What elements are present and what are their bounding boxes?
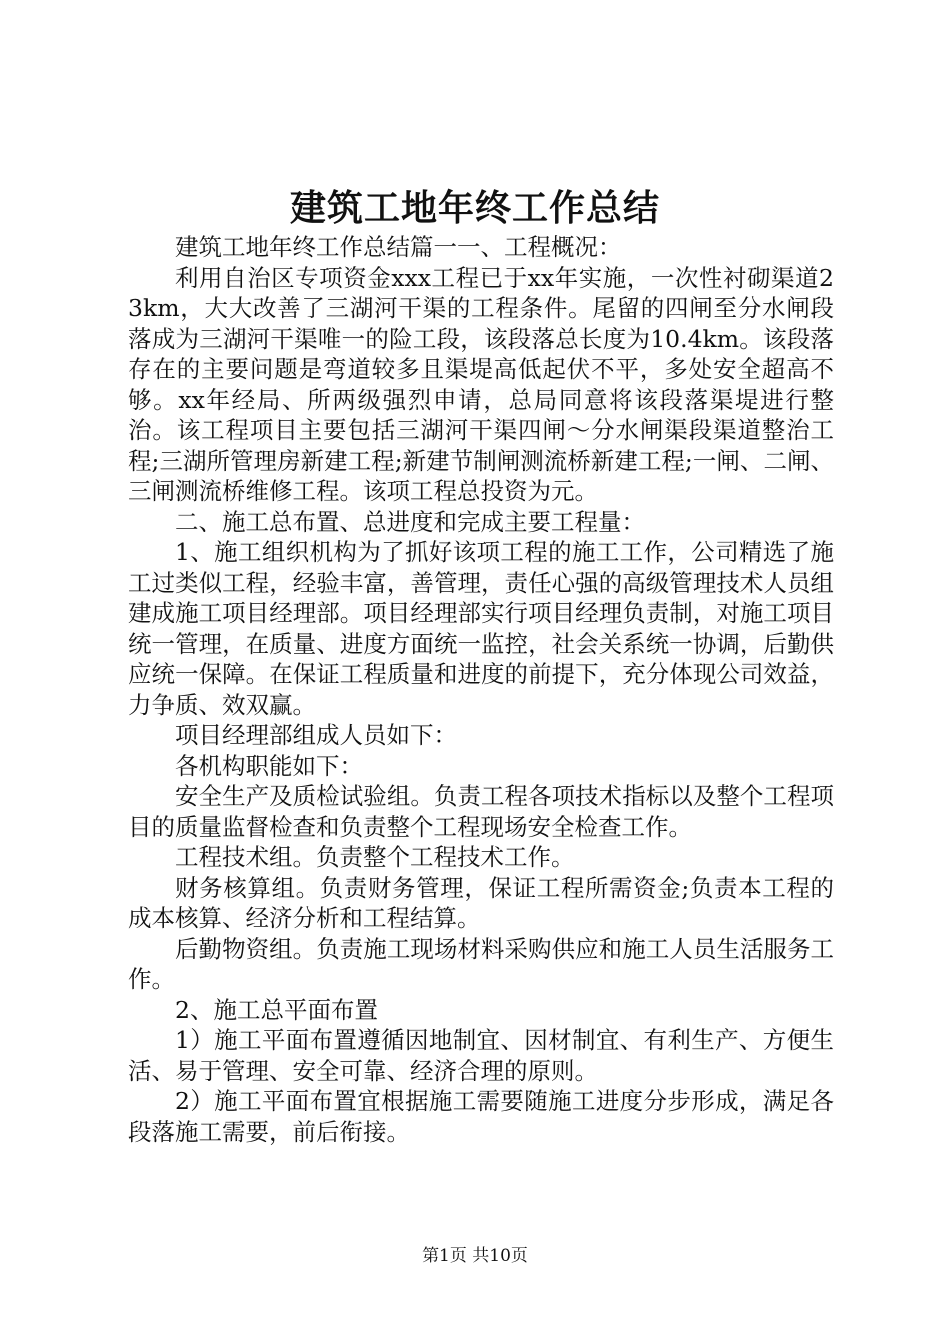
paragraph-safety-group: 安全生产及质检试验组。负责工程各项技术指标以及整个工程项目的质量监督检查和负责整个工程现场安全检查工作。	[128, 782, 834, 841]
paragraph-logistics-group: 后勤物资组。负责施工现场材料采购供应和施工人员生活服务工作。	[128, 934, 834, 993]
paragraph-layout-heading: 2、施工总平面布置	[175, 995, 378, 1024]
document-title: 建筑工地年终工作总结	[289, 187, 660, 229]
paragraph-layout-rule-2: 2）施工平面布置宜根据施工需要随施工进度分步形成，满足各段落施工需要，前后衔接。	[128, 1087, 834, 1146]
paragraph-intro: 建筑工地年终工作总结篇一一、工程概况：	[175, 233, 622, 261]
document-body	[128, 232, 834, 1147]
paragraph-members: 项目经理部组成人员如下：	[175, 721, 457, 749]
paragraph-layout-rule-1: 1）施工平面布置遵循因地制宜、因材制宜、有利生产、方便生活、易于管理、安全可靠、经济合理的原则。	[128, 1026, 834, 1085]
paragraph-finance-group: 财务核算组。负责财务管理，保证工程所需资金;负责本工程的成本核算、经济分析和工程结算。	[128, 873, 834, 932]
paragraph-organization: 1、施工组织机构为了抓好该项工程的施工工作，公司精选了施工过类似工程，经验丰富，善管理，责任心强的高级管理技术人员组建成施工项目经理部。项目经理部实行项目经理负责制，对施工项目统一管理，在质量、进度方面统一监控，社会关系统一协调，后勤供应统一保障。在保证工程质量和进度的前提下，充分体现公司效益，力争质、效双赢。	[128, 538, 834, 719]
paragraph-tech-group: 工程技术组。负责整个工程技术工作。	[175, 843, 575, 871]
paragraph-section-two-heading: 二、施工总布置、总进度和完成主要工程量：	[175, 507, 645, 536]
paragraph-project-overview: 利用自治区专项资金xxx工程已于xx年实施，一次性衬砌渠道23km，大大改善了三湖河干渠的工程条件。尾留的四闸至分水闸段落成为三湖河干渠唯一的险工段，该段落总长度为10.4km。该段落存在的主要问题是弯道较多且渠堤高低起伏不平，多处安全超高不够。xx年经局、所两级强烈申请，总局同意将该段落渠堤进行整治。该工程项目主要包括三湖河干渠四闸～分水闸渠段渠道整治工程;三湖所管理房新建工程;新建节制闸测流桥新建工程;一闸、二闸、三闸测流桥维修工程。该项工程总投资为元。	[128, 263, 834, 505]
paragraph-functions: 各机构职能如下：	[175, 751, 363, 780]
page-footer: 第1页 共10页	[422, 1246, 528, 1266]
